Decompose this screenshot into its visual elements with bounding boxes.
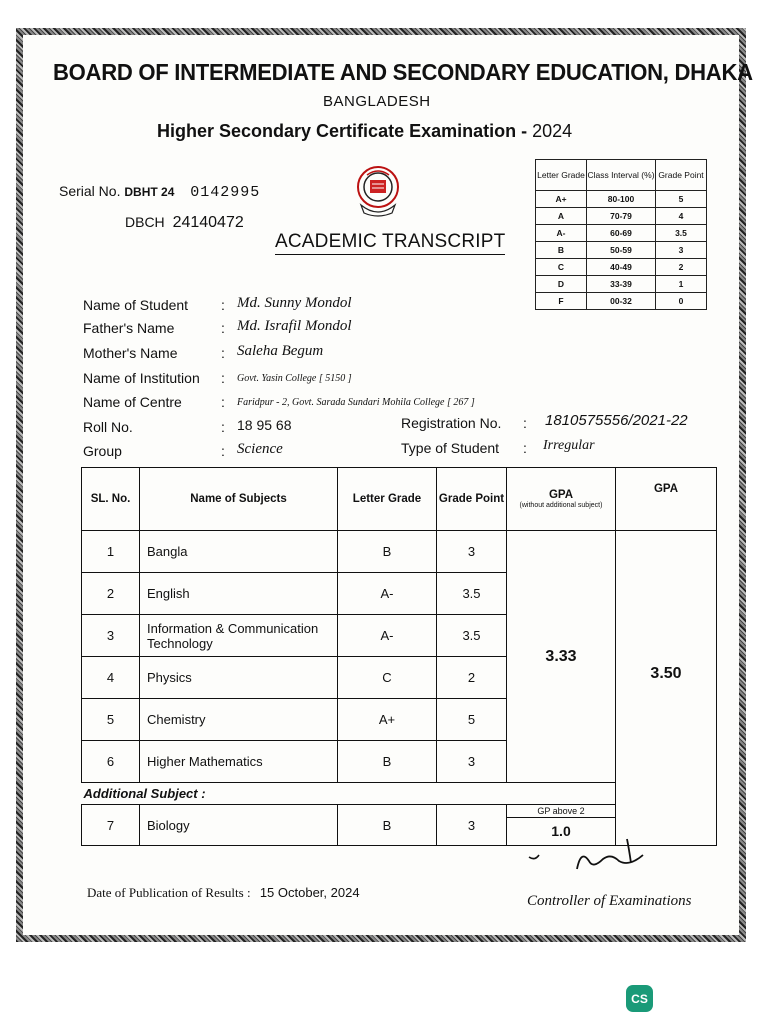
dbch-number xyxy=(125,214,244,232)
grade-scale-row xyxy=(536,225,707,242)
father-name-label: Father's Name xyxy=(83,320,175,336)
subject-point: 5 xyxy=(437,699,507,741)
country-name: BANGLADESH xyxy=(323,93,431,110)
colon: : xyxy=(523,440,527,456)
scale-point: 0 xyxy=(656,293,707,310)
subject-letter: A- xyxy=(338,615,437,657)
roll-label: Roll No. xyxy=(83,419,133,435)
additional-subject-label: Additional Subject : xyxy=(82,783,616,805)
controller-title: Controller of Examinations xyxy=(527,893,692,909)
grade-scale-row xyxy=(536,259,707,276)
subject-letter: B xyxy=(338,531,437,573)
subject-name: English xyxy=(140,573,338,615)
institution-label: Name of Institution xyxy=(83,370,200,386)
colon: : xyxy=(221,443,225,459)
subject-point: 3 xyxy=(437,741,507,783)
scale-header-letter: Letter Grade xyxy=(536,160,587,191)
results-header-row xyxy=(82,468,717,531)
mother-name-label: Mother's Name xyxy=(83,345,178,361)
header-gpa: GPA xyxy=(616,468,717,531)
registration-label: Registration No. xyxy=(401,415,502,431)
gp-above-label: GP above 2 xyxy=(507,805,615,818)
serial-label: Serial No. xyxy=(59,183,121,199)
subject-sl: 7 xyxy=(82,805,140,846)
header-sl: SL. No. xyxy=(82,468,140,531)
scale-point: 5 xyxy=(656,191,707,208)
publication-date xyxy=(87,885,360,901)
gpa-value: 3.50 xyxy=(616,531,717,846)
father-name: Md. Israfil Mondol xyxy=(237,318,352,334)
mother-name: Saleha Begum xyxy=(237,343,324,359)
group-label: Group xyxy=(83,443,122,459)
grade-scale-row xyxy=(536,293,707,310)
header-gpa-without xyxy=(507,468,616,531)
camscanner-badge-icon: CS xyxy=(626,985,653,1012)
student-name-label: Name of Student xyxy=(83,297,189,313)
controller-signature-icon xyxy=(517,827,677,887)
grade-scale-header xyxy=(536,160,707,191)
group-name: Science xyxy=(237,441,283,457)
colon: : xyxy=(221,345,225,361)
grade-scale-row xyxy=(536,191,707,208)
exam-name-text: Higher Secondary Certificate Examination - xyxy=(157,121,528,141)
scale-header-interval: Class Interval (%) xyxy=(587,160,656,191)
board-seal-icon xyxy=(353,163,403,221)
subject-point: 3 xyxy=(437,805,507,846)
scale-point: 3 xyxy=(656,242,707,259)
centre-label: Name of Centre xyxy=(83,394,182,410)
subject-sl: 3 xyxy=(82,615,140,657)
scale-interval: 70-79 xyxy=(587,208,656,225)
document-title: ACADEMIC TRANSCRIPT xyxy=(275,231,505,255)
subject-letter: B xyxy=(338,805,437,846)
roll-number: 18 95 68 xyxy=(237,417,292,433)
student-type-label: Type of Student xyxy=(401,440,500,456)
colon: : xyxy=(221,394,225,410)
subject-name: Physics xyxy=(140,657,338,699)
colon: : xyxy=(221,370,225,386)
serial-value: 0142995 xyxy=(190,184,261,201)
grade-scale-row xyxy=(536,208,707,225)
colon: : xyxy=(221,419,225,435)
grade-scale-row xyxy=(536,242,707,259)
header-gpa-without-note: (without additional subject) xyxy=(519,502,603,509)
subject-sl: 2 xyxy=(82,573,140,615)
scale-interval: 60-69 xyxy=(587,225,656,242)
subject-name: Biology xyxy=(140,805,338,846)
dbch-label: DBCH xyxy=(125,214,165,230)
scale-letter: D xyxy=(536,276,587,293)
header-subject: Name of Subjects xyxy=(140,468,338,531)
scale-point: 2 xyxy=(656,259,707,276)
subject-sl: 4 xyxy=(82,657,140,699)
scale-letter: F xyxy=(536,293,587,310)
scale-interval: 50-59 xyxy=(587,242,656,259)
header-letter-text: Letter Grade xyxy=(352,493,422,505)
subject-name: Higher Mathematics xyxy=(140,741,338,783)
scale-letter: A- xyxy=(536,225,587,242)
subject-sl: 1 xyxy=(82,531,140,573)
scale-interval: 33-39 xyxy=(587,276,656,293)
institution-name: Govt. Yasin College [ 5150 ] xyxy=(237,373,352,384)
subject-letter: C xyxy=(338,657,437,699)
colon: : xyxy=(221,320,225,336)
transcript-sheet xyxy=(16,28,753,942)
scale-letter: C xyxy=(536,259,587,276)
subject-letter: B xyxy=(338,741,437,783)
exam-year: 2024 xyxy=(532,121,573,141)
publication-label: Date of Publication of Results : xyxy=(87,885,251,900)
scale-letter: B xyxy=(536,242,587,259)
colon: : xyxy=(221,297,225,313)
colon: : xyxy=(523,415,527,431)
subject-point: 3.5 xyxy=(437,615,507,657)
scale-letter: A xyxy=(536,208,587,225)
subject-sl: 5 xyxy=(82,699,140,741)
header-gpa-without-text: GPA xyxy=(548,489,574,501)
student-type: Irregular xyxy=(543,438,595,453)
scale-interval: 40-49 xyxy=(587,259,656,276)
grade-scale-table xyxy=(535,159,707,310)
subject-letter: A- xyxy=(338,573,437,615)
scale-header-point: Grade Point xyxy=(656,160,707,191)
registration-number: 1810575556/2021-22 xyxy=(545,412,688,429)
table-row xyxy=(82,531,717,573)
publication-date-value: 15 October, 2024 xyxy=(259,885,360,900)
serial-number xyxy=(59,183,260,201)
gp-above-value: 1.0 xyxy=(551,823,571,839)
header-letter-grade xyxy=(338,468,437,531)
subject-sl: 6 xyxy=(82,741,140,783)
serial-prefix: DBHT 24 xyxy=(124,185,175,199)
subject-point: 3.5 xyxy=(437,573,507,615)
dbch-value: 24140472 xyxy=(172,214,244,231)
exam-name xyxy=(157,121,572,142)
subject-letter: A+ xyxy=(338,699,437,741)
board-title: BOARD OF INTERMEDIATE AND SECONDARY EDUCATION, DHAKA xyxy=(53,59,753,85)
grade-scale-row xyxy=(536,276,707,293)
subject-name: Information & Communication Technology xyxy=(140,615,338,657)
header-grade-point: Grade Point xyxy=(437,468,507,531)
subject-point: 2 xyxy=(437,657,507,699)
scale-letter: A+ xyxy=(536,191,587,208)
scale-point: 3.5 xyxy=(656,225,707,242)
centre-name: Faridpur - 2, Govt. Sarada Sundari Mohila College [ 267 ] xyxy=(237,397,475,408)
subject-name: Bangla xyxy=(140,531,338,573)
student-name: Md. Sunny Mondol xyxy=(237,295,352,311)
scale-point: 1 xyxy=(656,276,707,293)
scale-point: 4 xyxy=(656,208,707,225)
results-table xyxy=(81,467,717,846)
scale-interval: 80-100 xyxy=(587,191,656,208)
subject-point: 3 xyxy=(437,531,507,573)
scale-interval: 00-32 xyxy=(587,293,656,310)
subject-name: Chemistry xyxy=(140,699,338,741)
gpa-without-additional: 3.33 xyxy=(507,531,616,783)
